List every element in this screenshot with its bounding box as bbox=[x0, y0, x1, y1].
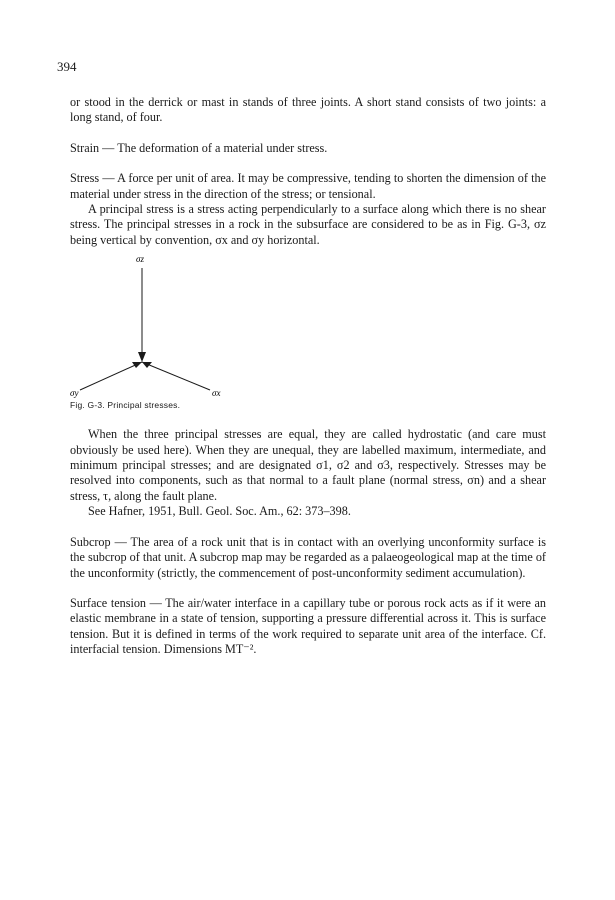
stress-diagram bbox=[70, 252, 546, 412]
principal-stress-paragraph: A principal stress is a stress acting perpendicularly to a surface along which there is no shear stress. The principal stresses in a rock in the subsurface are considered to be as in Fig. G-3, σz being vertical by convention, σx and σy horizontal. bbox=[70, 202, 546, 247]
axis-y-arrowhead bbox=[132, 362, 142, 368]
intro-paragraph: or stood in the derrick or mast in stands of three joints. A short stand consists of two joints: a long stand, of four. bbox=[70, 95, 546, 125]
entry-strain: Strain — The deformation of a material under stress. bbox=[70, 140, 328, 155]
term-subcrop: Subcrop bbox=[70, 534, 111, 549]
axis-z-arrowhead bbox=[138, 352, 146, 362]
hydrostatic-paragraph: When the three principal stresses are equal, they are called hydrostatic (and care must obviously be used here). When they are unequal, they are labelled maximum, intermediate, and minimum principal stresses; and are designated σ1, σ2 and σ3, respectively. Stresses may be resolved into components, such as that normal to a fault plane (normal stress, σn) and a shear stress, τ, along the fault plane. bbox=[70, 427, 546, 503]
term-strain: Strain bbox=[70, 140, 100, 155]
axis-x-line bbox=[142, 362, 210, 390]
entry-surface-tension: Surface tension — The air/water interface in a capillary tube or porous rock acts as if it were an elastic membrane in a state of tension, supporting a pressure differential across it. This is surface tension. But it is defined in terms of the work required to separate unit area of the interface. Cf. interfacial tension. Dimensions MT⁻². bbox=[70, 595, 546, 657]
axis-y-line bbox=[80, 362, 142, 390]
label-sigma-z: σz bbox=[136, 254, 144, 265]
definition-subcrop: The area of a rock unit that is in contact with an overlying unconformity surface is the subcrop of that unit. A subcrop map may be regarded as a palaeogeological map at the time of the unconformity (strictly, the commencement of post-unconformity sediment accumulation). bbox=[70, 534, 547, 580]
reference-paragraph: See Hafner, 1951, Bull. Geol. Soc. Am., 62: 373–398. bbox=[88, 504, 351, 519]
entry-stress: Stress — A force per unit of area. It may be compressive, tending to shorten the dimension of the material under stress in the direction of the stress; or tensional. bbox=[70, 171, 547, 201]
definition-surface-tension: The air/water interface in a capillary tube or porous rock acts as if it were an elastic membrane in a state of tension, supporting a pressure differential across it. This is surface tension. But it is defined in terms of the work required to separate unit area of the interface. Cf. interfacial tension. Dimensions MT⁻². bbox=[70, 595, 546, 657]
page-body bbox=[70, 95, 546, 673]
label-sigma-y: σy bbox=[70, 388, 79, 399]
entry-subcrop: Subcrop — The area of a rock unit that is in contact with an overlying unconformity surface is the subcrop of that unit. A subcrop map may be regarded as a palaeogeological map at the time of the unconformity (strictly, the commencement of post-unconformity sediment accumulation). bbox=[70, 534, 547, 580]
term-stress: Stress bbox=[70, 171, 100, 186]
label-sigma-x: σx bbox=[212, 388, 221, 399]
definition-strain: The deformation of a material under stress. bbox=[117, 140, 328, 155]
term-surface-tension: Surface tension bbox=[70, 595, 147, 610]
definition-stress: A force per unit of area. It may be compressive, tending to shorten the dimension of the material under stress in the direction of the stress; or tensional. bbox=[70, 171, 547, 201]
figure-caption: Fig. G-3. Principal stresses. bbox=[70, 400, 181, 411]
figure-principal-stresses bbox=[70, 252, 546, 412]
page-number: 394 bbox=[57, 59, 77, 74]
